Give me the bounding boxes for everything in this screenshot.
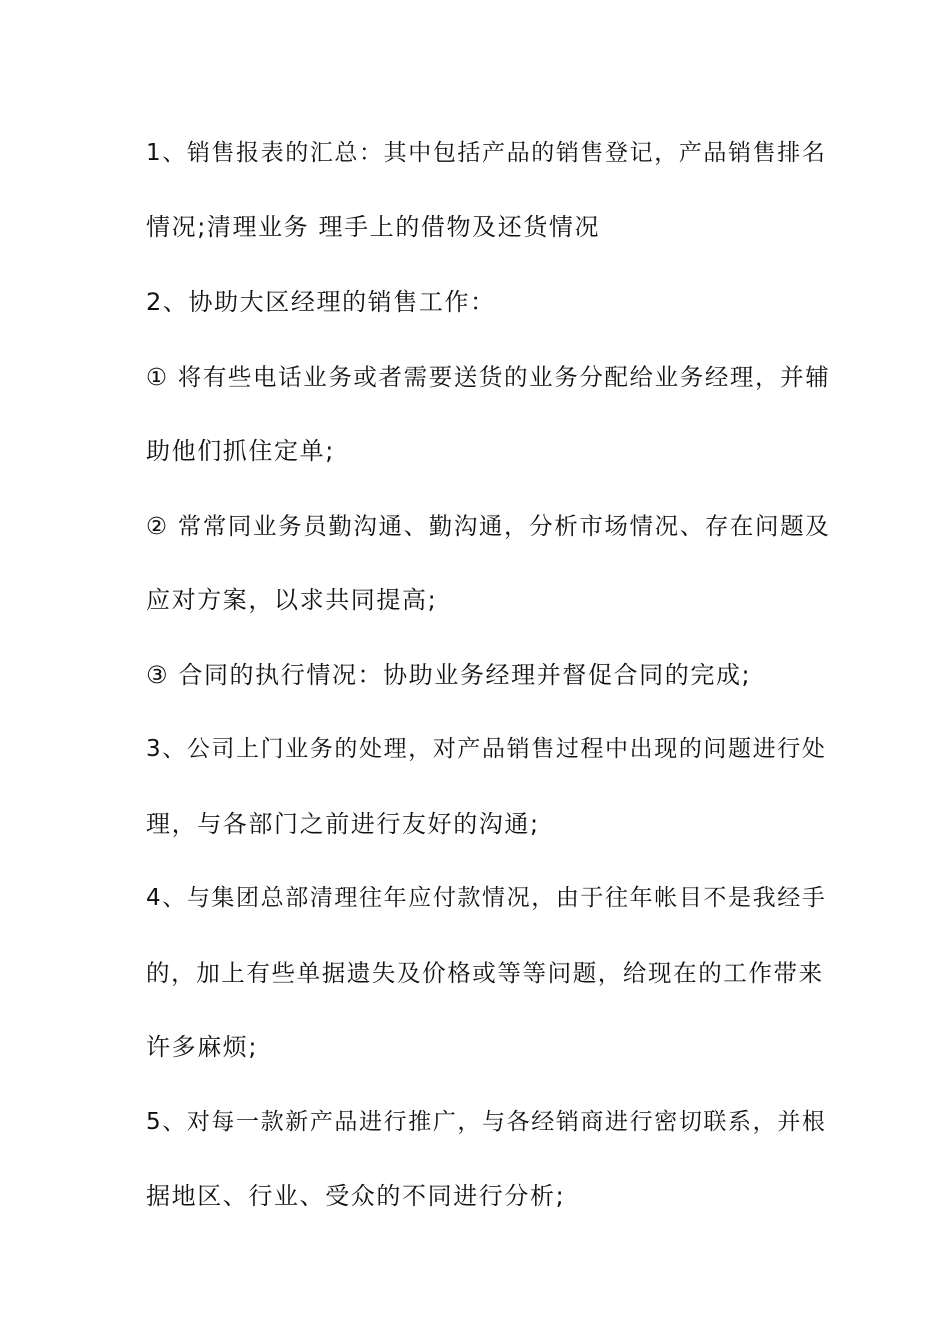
text-line: 4、与集团总部清理往年应付款情况，由于往年帐目不是我经手: [146, 885, 827, 911]
text-line: 情况;清理业务 理手上的借物及还货情况: [146, 213, 601, 241]
text-line: 2、协助大区经理的销售工作：: [146, 288, 496, 316]
text-line: 3、公司上门业务的处理，对产品销售过程中出现的问题进行处: [146, 736, 827, 762]
text-line: 助他们抓住定单;: [146, 437, 335, 465]
text-line: 5、对每一款新产品进行推广，与各经销商进行密切联系，并根: [146, 1109, 827, 1135]
text-line: ② 常常同业务员勤沟通、勤沟通，分析市场情况、存在问题及: [146, 512, 831, 540]
text-line: 1、销售报表的汇总：其中包括产品的销售登记，产品销售排名: [146, 140, 827, 166]
text-line: ① 将有些电话业务或者需要送货的业务分配给业务经理，并辅: [146, 363, 831, 391]
text-line: 理，与各部门之前进行友好的沟通;: [146, 810, 540, 838]
text-line: ③ 合同的执行情况：协助业务经理并督促合同的完成;: [146, 661, 752, 689]
text-line: 的，加上有些单据遗失及价格或等等问题，给现在的工作带来: [146, 959, 824, 987]
text-line: 应对方案，以求共同提高;: [146, 586, 438, 614]
text-line: 许多麻烦;: [146, 1033, 259, 1061]
text-line: 据地区、行业、受众的不同进行分析;: [146, 1182, 566, 1210]
